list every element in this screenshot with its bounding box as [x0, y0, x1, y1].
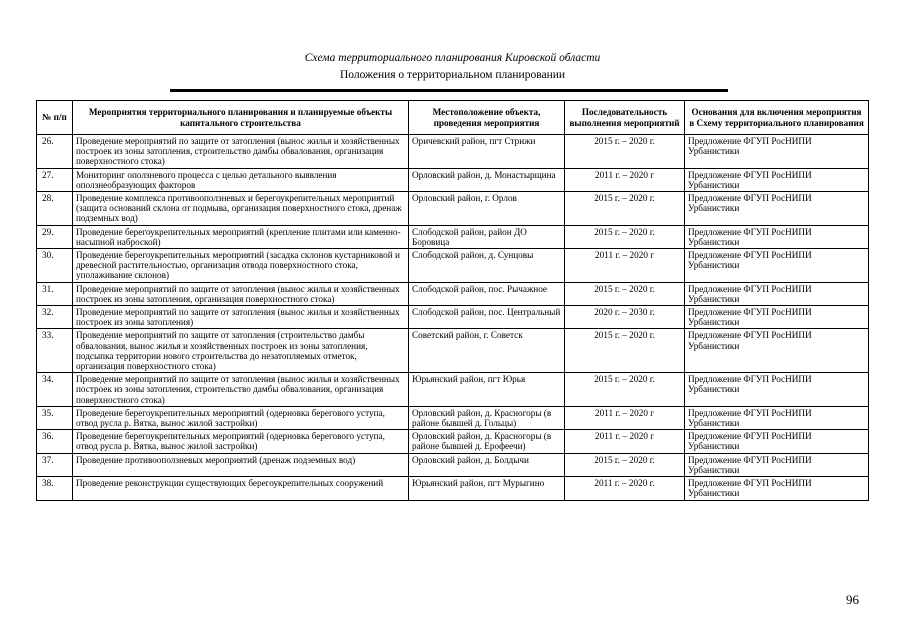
cell-num: 33. [37, 329, 73, 373]
cell-period: 2020 г. – 2030 г. [565, 306, 685, 329]
table-row [37, 329, 869, 373]
cell-action: Проведение мероприятий по защите от затопления (вынос жилья и хозяйственных построек из зоны затопления, строительство дамбы обвалования, организация поверхностного стока) [73, 373, 409, 407]
cell-basis: Предложение ФГУП РосНИПИ Урбанистики [685, 329, 869, 373]
cell-period: 2011 г. – 2020 г [565, 430, 685, 453]
cell-num: 34. [37, 373, 73, 407]
cell-num: 37. [37, 453, 73, 476]
cell-location: Слободской район, д. Сунцовы [409, 249, 565, 283]
document-subtitle: Положения о территориальном планировании [339, 69, 566, 81]
cell-location: Юрьянский район, пгт Мурыгино [409, 477, 565, 500]
cell-num: 36. [37, 430, 73, 453]
cell-location: Слободской район, пос. Рычажное [409, 282, 565, 305]
cell-period: 2015 г. – 2020 г. [565, 135, 685, 169]
cell-action: Проведение берегоукрепительных мероприятий (одерновка берегового уступа, отвод русла р. Вятка, вынос жилой застройки) [73, 406, 409, 429]
table-row [37, 192, 869, 226]
column-header-location: Местоположение объекта, проведения мероприятия [409, 101, 565, 135]
cell-basis: Предложение ФГУП РосНИПИ Урбанистики [685, 135, 869, 169]
cell-action: Проведение противооползневых мероприятий (дренаж подземных вод) [73, 453, 409, 476]
cell-period: 2015 г. – 2020 г. [565, 225, 685, 248]
cell-basis: Предложение ФГУП РосНИПИ Урбанистики [685, 282, 869, 305]
cell-period: 2011 г. – 2020 г [565, 168, 685, 191]
cell-action: Мониторинг оползневого процесса с целью детального выявления оползнеобразующих факторов [73, 168, 409, 191]
table-row [37, 225, 869, 248]
cell-action: Проведение мероприятий по защите от затопления (строительство дамбы обвалования, вынос жилья и хозяйственных построек из зоны затопления, подсыпка территории нового строительства до незатопляемых отметок, организация поверхностного стока) [73, 329, 409, 373]
cell-num: 38. [37, 477, 73, 500]
cell-basis: Предложение ФГУП РосНИПИ Урбанистики [685, 168, 869, 191]
cell-action: Проведение мероприятий по защите от затопления (вынос жилья и хозяйственных построек из зоны затопления, строительство дамбы обвалования, организация поверхностного стока) [73, 135, 409, 169]
table-row [37, 249, 869, 283]
cell-location: Слободской район, район ДО Боровица [409, 225, 565, 248]
cell-action: Проведение мероприятий по защите от затопления (вынос жилья и хозяйственных построек из зоны затопления, организация поверхностного стока) [73, 282, 409, 305]
table-header-row [37, 101, 869, 135]
title-rule [170, 89, 728, 92]
cell-basis: Предложение ФГУП РосНИПИ Урбанистики [685, 249, 869, 283]
cell-num: 28. [37, 192, 73, 226]
cell-action: Проведение берегоукрепительных мероприятий (засадка склонов кустарниковой и древесной растительностью, организация отвода поверхностного стока, уполаживание склонов) [73, 249, 409, 283]
cell-location: Орловский район, д. Монастырщина [409, 168, 565, 191]
cell-period: 2011 г. – 2020 г [565, 249, 685, 283]
measures-table [36, 100, 869, 501]
table-row [37, 430, 869, 453]
cell-num: 30. [37, 249, 73, 283]
cell-basis: Предложение ФГУП РосНИПИ Урбанистики [685, 373, 869, 407]
cell-location: Юрьянский район, пгт Юрья [409, 373, 565, 407]
column-header-period: Последовательность выполнения мероприятий [565, 101, 685, 135]
table-row [37, 282, 869, 305]
cell-action: Проведение реконструкции существующих берегоукрепительных сооружений [73, 477, 409, 500]
column-header-action: Мероприятия территориального планирования и планируемые объекты капитального строительства [73, 101, 409, 135]
cell-location: Орловский район, г. Орлов [409, 192, 565, 226]
cell-num: 31. [37, 282, 73, 305]
table-row [37, 373, 869, 407]
document-title: Схема территориального планирования Кировской области [304, 52, 601, 64]
table-row [37, 306, 869, 329]
table-row [37, 477, 869, 500]
cell-basis: Предложение ФГУП РосНИПИ Урбанистики [685, 192, 869, 226]
cell-period: 2015 г. – 2020 г. [565, 282, 685, 305]
cell-action: Проведение мероприятий по защите от затопления (вынос жилья и хозяйственных построек из зоны затопления) [73, 306, 409, 329]
cell-num: 27. [37, 168, 73, 191]
cell-num: 35. [37, 406, 73, 429]
cell-period: 2015 г. – 2020 г. [565, 373, 685, 407]
cell-action: Проведение комплекса противооползневых и берегоукрепительных мероприятий (защита оснований склона от подмыва, организация поверхностного стока, дренаж подземных вод) [73, 192, 409, 226]
cell-period: 2011 г. – 2020 г. [565, 477, 685, 500]
cell-basis: Предложение ФГУП РосНИПИ Урбанистики [685, 406, 869, 429]
cell-num: 26. [37, 135, 73, 169]
column-header-num: № п/п [37, 101, 73, 135]
cell-location: Оричевский район, пгт Стрижи [409, 135, 565, 169]
cell-basis: Предложение ФГУП РосНИПИ Урбанистики [685, 306, 869, 329]
cell-period: 2015 г. – 2020 г. [565, 192, 685, 226]
cell-basis: Предложение ФГУП РосНИПИ Урбанистики [685, 225, 869, 248]
cell-period: 2011 г. – 2020 г [565, 406, 685, 429]
cell-action: Проведение берегоукрепительных мероприятий (крепление плитами или каменно-насыпной наброской) [73, 225, 409, 248]
table-row [37, 453, 869, 476]
cell-period: 2015 г. – 2020 г. [565, 329, 685, 373]
column-header-basis: Основания для включения мероприятия в Схему территориального планирования [685, 101, 869, 135]
cell-period: 2015 г. – 2020 г. [565, 453, 685, 476]
cell-basis: Предложение ФГУП РосНИПИ Урбанистики [685, 453, 869, 476]
page-number: 96 [846, 592, 859, 607]
cell-location: Орловский район, д. Красногоры (в районе бывшей д. Гольцы) [409, 406, 565, 429]
cell-location: Слободской район, пос. Центральный [409, 306, 565, 329]
cell-basis: Предложение ФГУП РосНИПИ Урбанистики [685, 477, 869, 500]
cell-location: Советский район, г. Советск [409, 329, 565, 373]
cell-location: Орловский район, д. Красногоры (в районе бывшей д. Ерофеечи) [409, 430, 565, 453]
cell-num: 32. [37, 306, 73, 329]
table-row [37, 168, 869, 191]
table-row [37, 406, 869, 429]
cell-action: Проведение берегоукрепительных мероприятий (одерновка берегового уступа, отвод русла р. Вятка, вынос жилой застройки) [73, 430, 409, 453]
cell-num: 29. [37, 225, 73, 248]
cell-basis: Предложение ФГУП РосНИПИ Урбанистики [685, 430, 869, 453]
table-row [37, 135, 869, 169]
cell-location: Орловский район, д. Болдычи [409, 453, 565, 476]
